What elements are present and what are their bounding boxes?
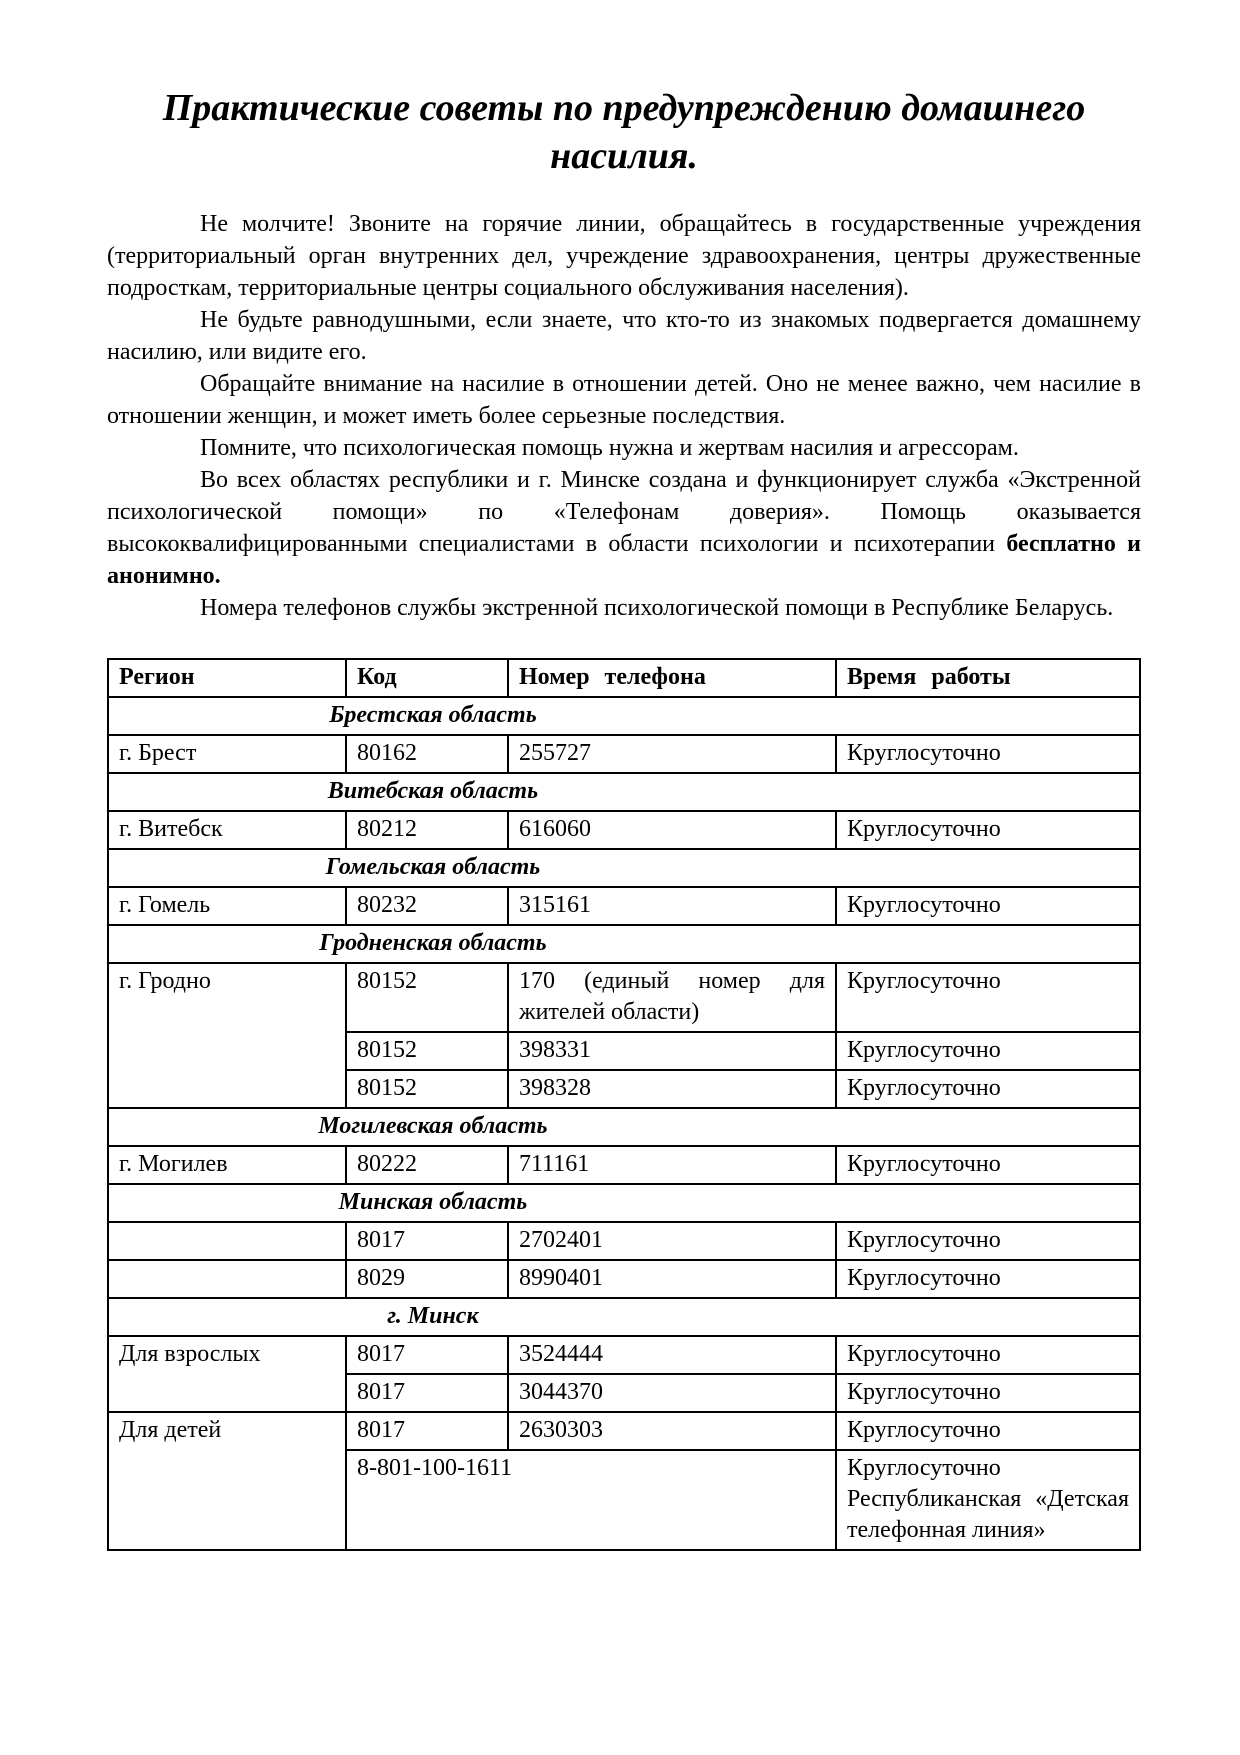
section-row-grodno bbox=[108, 925, 1140, 963]
section-row-brest bbox=[108, 697, 1140, 735]
cell-code: 80162 bbox=[346, 735, 508, 773]
cell-code: 8017 bbox=[346, 1336, 508, 1374]
cell-phone: 2702401 bbox=[508, 1222, 836, 1260]
cell-hours: Круглосуточно bbox=[836, 1146, 1140, 1184]
table-header-row bbox=[108, 659, 1140, 697]
cell-hours: Круглосуточно bbox=[836, 887, 1140, 925]
cell-hours: Круглосуточно bbox=[836, 963, 1140, 1032]
cell-code: 80152 bbox=[346, 1070, 508, 1108]
cell-hours: Круглосуточно bbox=[836, 1374, 1140, 1412]
cell-region bbox=[108, 1260, 346, 1298]
cell-region: г. Витебск bbox=[108, 811, 346, 849]
col-header-hours: Время работы bbox=[836, 659, 1140, 697]
paragraph-text: Помните, что психологическая помощь нужна и жертвам насилия и агрессорам. bbox=[200, 435, 1019, 461]
section-row-mogilev bbox=[108, 1108, 1140, 1146]
cell-region: г. Брест bbox=[108, 735, 346, 773]
document-body bbox=[107, 208, 1141, 624]
section-title: Гомельская область bbox=[108, 849, 1140, 887]
section-row-minsk-city bbox=[108, 1298, 1140, 1336]
table-row bbox=[108, 1336, 1140, 1374]
section-title: Могилевская область bbox=[108, 1108, 1140, 1146]
cell-phone: 3044370 bbox=[508, 1374, 836, 1412]
paragraph-psych-help bbox=[107, 432, 1141, 464]
cell-region bbox=[108, 1222, 346, 1260]
paragraph-numbers-intro bbox=[107, 592, 1141, 624]
cell-phone: 255727 bbox=[508, 735, 836, 773]
table-row bbox=[108, 963, 1140, 1032]
cell-region: г. Гомель bbox=[108, 887, 346, 925]
cell-phone: 170 (единый номер для жителей области) bbox=[508, 963, 836, 1032]
table-row bbox=[108, 887, 1140, 925]
cell-phone: 711161 bbox=[508, 1146, 836, 1184]
paragraph-hotlines bbox=[107, 208, 1141, 304]
paragraph-service bbox=[107, 464, 1141, 592]
cell-hours: Круглосуточно bbox=[836, 1412, 1140, 1450]
section-title: Витебская область bbox=[108, 773, 1140, 811]
section-title: г. Минск bbox=[108, 1298, 1140, 1336]
table-row bbox=[108, 1412, 1140, 1450]
cell-code: 8029 bbox=[346, 1260, 508, 1298]
cell-phone: 398328 bbox=[508, 1070, 836, 1108]
cell-hours: Круглосуточно bbox=[836, 1070, 1140, 1108]
paragraph-text: Во всех областях республики и г. Минске создана и функционирует служба «Экстренной психологической помощи» по «Телефонам доверия». Помощь оказывается высококвалифицированными специалистами в области психологии и психотерапии bbox=[107, 467, 1141, 557]
paragraph-bold-text: бесплатно и анонимно. bbox=[107, 531, 1141, 589]
cell-hours: Круглосуточно bbox=[836, 735, 1140, 773]
page-title: Практические советы по предупреждению домашнего насилия. bbox=[162, 87, 1086, 177]
cell-hours: Круглосуточно bbox=[836, 1032, 1140, 1070]
cell-hours: Круглосуточно Республиканская «Детская телефонная линия» bbox=[836, 1450, 1140, 1550]
table-row bbox=[108, 735, 1140, 773]
section-title: Брестская область bbox=[108, 697, 1140, 735]
table-row bbox=[108, 1222, 1140, 1260]
paragraph-text: Не молчите! Звоните на горячие линии, обращайтесь в государственные учреждения (территориальный орган внутренних дел, учреждение здравоохранения, центры дружественные подросткам, территориальные центры социального обслуживания населения). bbox=[107, 211, 1141, 301]
section-title: Гродненская область bbox=[108, 925, 1140, 963]
section-row-minsk-region bbox=[108, 1184, 1140, 1222]
cell-region: Для детей bbox=[108, 1412, 346, 1550]
col-header-region: Регион bbox=[108, 659, 346, 697]
section-title: Минская область bbox=[108, 1184, 1140, 1222]
cell-phone: 8990401 bbox=[508, 1260, 836, 1298]
paragraph-indifference bbox=[107, 304, 1141, 368]
paragraph-text: Обращайте внимание на насилие в отношении детей. Оно не менее важно, чем насилие в отношении женщин, и может иметь более серьезные последствия. bbox=[107, 371, 1141, 429]
table-row bbox=[108, 1146, 1140, 1184]
cell-code: 80152 bbox=[346, 963, 508, 1032]
table-row bbox=[108, 811, 1140, 849]
cell-hours: Круглосуточно bbox=[836, 1260, 1140, 1298]
cell-hours: Круглосуточно bbox=[836, 1222, 1140, 1260]
cell-code: 8017 bbox=[346, 1374, 508, 1412]
cell-region: г. Гродно bbox=[108, 963, 346, 1108]
cell-hours: Круглосуточно bbox=[836, 1336, 1140, 1374]
paragraph-text: Номера телефонов службы экстренной психологической помощи в Республике Беларусь. bbox=[200, 595, 1114, 621]
cell-code: 80152 bbox=[346, 1032, 508, 1070]
cell-code: 8017 bbox=[346, 1222, 508, 1260]
table-row bbox=[108, 1260, 1140, 1298]
section-row-vitebsk bbox=[108, 773, 1140, 811]
cell-code: 80212 bbox=[346, 811, 508, 849]
paragraph-children bbox=[107, 368, 1141, 432]
cell-phone: 3524444 bbox=[508, 1336, 836, 1374]
paragraph-text: Не будьте равнодушными, если знаете, что кто-то из знакомых подвергается домашнему насилию, или видите его. bbox=[107, 307, 1141, 365]
cell-phone: 315161 bbox=[508, 887, 836, 925]
phone-numbers-table bbox=[107, 658, 1141, 1551]
cell-code: 80232 bbox=[346, 887, 508, 925]
cell-code: 80222 bbox=[346, 1146, 508, 1184]
section-row-gomel bbox=[108, 849, 1140, 887]
cell-region: Для взрослых bbox=[108, 1336, 346, 1412]
col-header-phone: Номер телефона bbox=[508, 659, 836, 697]
cell-region: г. Могилев bbox=[108, 1146, 346, 1184]
cell-phone: 398331 bbox=[508, 1032, 836, 1070]
col-header-code: Код bbox=[346, 659, 508, 697]
cell-hours: Круглосуточно bbox=[836, 811, 1140, 849]
cell-code-phone: 8-801-100-1611 bbox=[346, 1450, 836, 1550]
cell-phone: 2630303 bbox=[508, 1412, 836, 1450]
cell-code: 8017 bbox=[346, 1412, 508, 1450]
cell-phone: 616060 bbox=[508, 811, 836, 849]
